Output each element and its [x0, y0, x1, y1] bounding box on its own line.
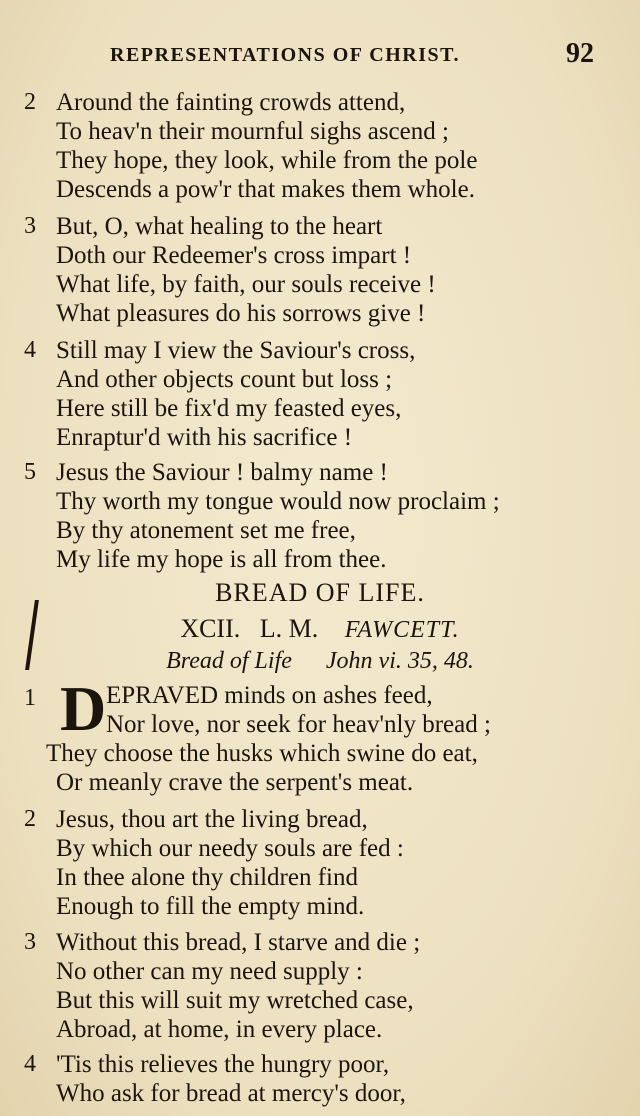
stanza-number: 1	[24, 685, 36, 711]
stanza-number: 3	[24, 929, 36, 955]
verse-line: By which our needy souls are fed :	[56, 835, 404, 862]
verse-line: My life my hope is all from thee.	[56, 546, 387, 573]
verse-line: Jesus the Saviour ! balmy name !	[56, 459, 388, 486]
hymn-heading	[0, 614, 640, 644]
scripture-reference: John vi. 35, 48.	[325, 648, 474, 674]
verse-line: Who ask for bread at mercy's door,	[56, 1080, 406, 1107]
drop-cap: D	[60, 673, 107, 744]
verse-line: Without this bread, I starve and die ;	[56, 929, 421, 956]
verse-line: Still may I view the Saviour's cross,	[56, 337, 416, 364]
verse-line: EPRAVED minds on ashes feed,	[106, 682, 433, 709]
hymn-meter: L. M.	[259, 614, 319, 643]
hymn-number: XCII.	[180, 614, 241, 643]
verse-line: 'Tis this relieves the hungry poor,	[56, 1051, 390, 1078]
hymn-subject: Bread of Life	[166, 648, 292, 674]
hymn-title: BREAD OF LIFE.	[215, 578, 425, 607]
stanza-number: 5	[24, 459, 36, 485]
verse-line: Around the fainting crowds attend,	[56, 89, 406, 116]
verse-line: Doth our Redeemer's cross impart !	[56, 242, 412, 269]
verse-line: Abroad, at home, in every place.	[56, 1016, 383, 1043]
verse-line: To heav'n their mournful sighs ascend ;	[56, 118, 449, 145]
hymn-author: FAWCETT.	[344, 617, 460, 643]
verse-line: But, O, what healing to the heart	[56, 213, 383, 240]
verse-line: Enough to fill the empty mind.	[56, 893, 365, 920]
verse-line: But this will suit my wretched case,	[56, 987, 414, 1014]
verse-line: Nor love, nor seek for heav'nly bread ;	[106, 711, 491, 738]
stanza-number: 4	[24, 1051, 36, 1077]
verse-line: Thy worth my tongue would now proclaim ;	[56, 488, 500, 515]
verse-line: Here still be fix'd my feasted eyes,	[56, 395, 402, 422]
hymn-subject-line	[0, 648, 640, 675]
running-head: REPRESENTATIONS OF CHRIST.	[110, 44, 460, 66]
verse-line: No other can my need supply :	[56, 958, 363, 985]
stanza-number: 2	[24, 89, 36, 115]
verse-line: Enraptur'd with his sacrifice !	[56, 424, 353, 451]
verse-line: Or meanly crave the serpent's meat.	[56, 769, 414, 796]
page-number: 92	[566, 38, 594, 69]
verse-line: In thee alone thy children find	[56, 864, 358, 891]
verse-line: They choose the husks which swine do eat,	[46, 740, 478, 767]
verse-line: Jesus, thou art the living bread,	[56, 806, 368, 833]
verse-line: They hope, they look, while from the pole	[56, 147, 478, 174]
verse-line: And other objects count but loss ;	[56, 366, 393, 393]
stanza-number: 3	[24, 213, 36, 239]
stanza-number: 2	[24, 806, 36, 832]
stanza-number: 4	[24, 337, 36, 363]
verse-line: What pleasures do his sorrows give !	[56, 300, 426, 327]
verse-line: By thy atonement set me free,	[56, 517, 356, 544]
verse-line: What life, by faith, our souls receive !	[56, 271, 436, 298]
verse-line: Descends a pow'r that makes them whole.	[56, 176, 475, 203]
